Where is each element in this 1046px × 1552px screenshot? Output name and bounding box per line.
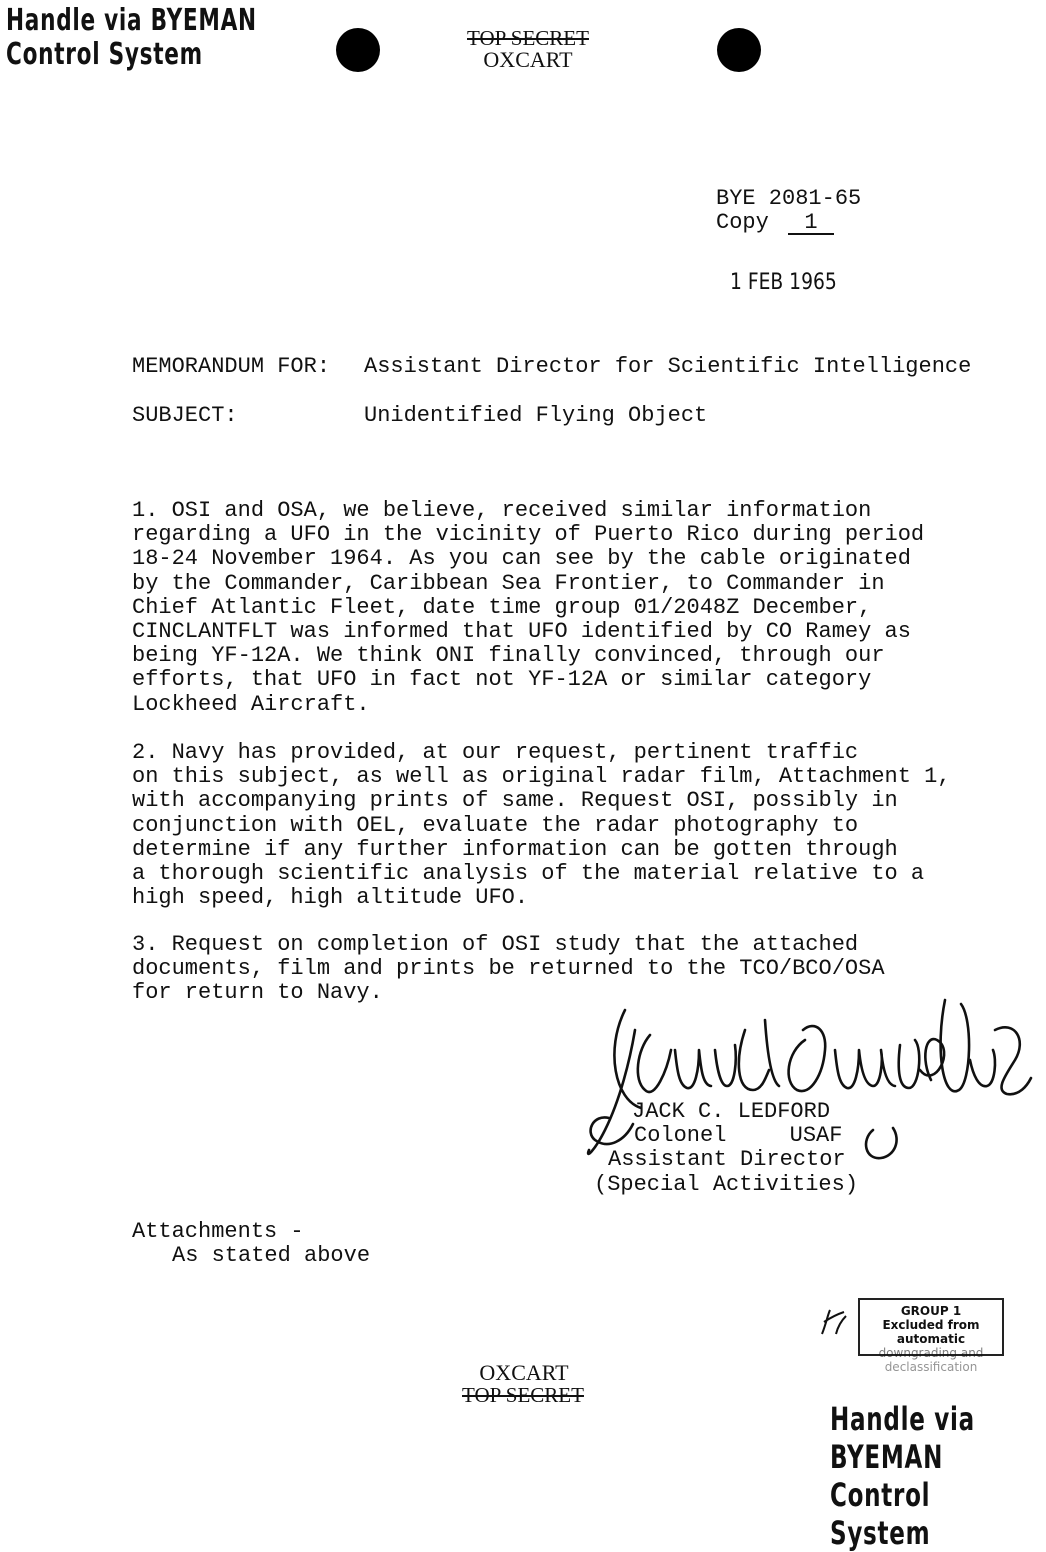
subject-value: Unidentified Flying Object [364, 403, 708, 428]
paragraph-1: 1. OSI and OSA, we believe, received similar information regarding a UFO in the vicinity of Puerto Rico during period 18-24 November 1964. As you can see by the cable originated by the Commander, Caribbean Sea Frontier, to Commander in Chief Atlantic Fleet, date time group 01/2048Z December, CINCLANTFLT was informed that UFO identified by CO Ramey as being YF-12A. We think ONI finally convinced, through our efforts, that UFO in fact not YF-12A or similar category Lockheed Aircraft. [132, 498, 925, 717]
classification-bottom: TOP SECRET [462, 1383, 584, 1407]
group-line1: GROUP 1 [900, 1304, 962, 1318]
copy-label: Copy [716, 210, 769, 235]
signer-rank-line [594, 1124, 858, 1148]
initials-mark [816, 1304, 852, 1340]
codeword-bottom: OXCART [479, 1360, 569, 1385]
copy-line [716, 210, 834, 235]
signer-rank: Colonel [634, 1123, 727, 1149]
paragraph-3: 3. Request on completion of OSI study that the attached documents, film and prints be returned to the TCO/BCO/OSA for return to Navy. [132, 932, 885, 1006]
handling-stamp-line1: Handle via BYEMAN [6, 3, 257, 38]
attachments-value: As stated above [172, 1243, 371, 1268]
signature-block [594, 1100, 858, 1197]
paragraph-2: 2. Navy has provided, at our request, pertinent traffic on this subject, as well as original radar film, Attachment 1, with accompanying prints of same. Request OSI, possibly in conjunction with OEL, evaluate the radar photography to determine if any further information can be gotten through a thorough scientific analysis of the material relative to a high speed, high altitude UFO. [132, 740, 951, 911]
group-line2: Excluded from automatic [882, 1318, 980, 1346]
signer-name: JACK C. LEDFORD [632, 1099, 831, 1124]
subject-label: SUBJECT: [132, 403, 238, 428]
punch-hole-right [717, 28, 761, 72]
memorandum-for-value: Assistant Director for Scientific Intelligence [364, 354, 972, 379]
handling-stamp-bottom-line1: Handle via BYEMAN [830, 1400, 975, 1476]
signer-title-line2: (Special Activities) [594, 1171, 859, 1197]
attachments-label: Attachments - [132, 1219, 304, 1244]
handling-stamp-top [6, 4, 257, 72]
classification-top: TOP SECRET [467, 26, 589, 50]
signer-service: USAF [789, 1123, 843, 1149]
group-line3: downgrading and [878, 1346, 984, 1360]
document-number: BYE 2081-65 [716, 186, 862, 211]
group-declassification-box [858, 1298, 1004, 1374]
group-line4: declassification [884, 1360, 978, 1374]
handling-stamp-line2: Control System [6, 37, 203, 72]
punch-hole-left [336, 28, 380, 72]
memorandum-for-label: MEMORANDUM FOR: [132, 354, 331, 379]
copy-number: 1 [788, 213, 834, 235]
codeword-top: OXCART [483, 47, 573, 72]
handling-stamp-bottom [830, 1400, 986, 1552]
signer-title-line1: Assistant Director [608, 1147, 846, 1173]
date-stamp: 1 FEB 1965 [730, 270, 837, 295]
handling-stamp-bottom-line2: Control System [830, 1476, 931, 1552]
